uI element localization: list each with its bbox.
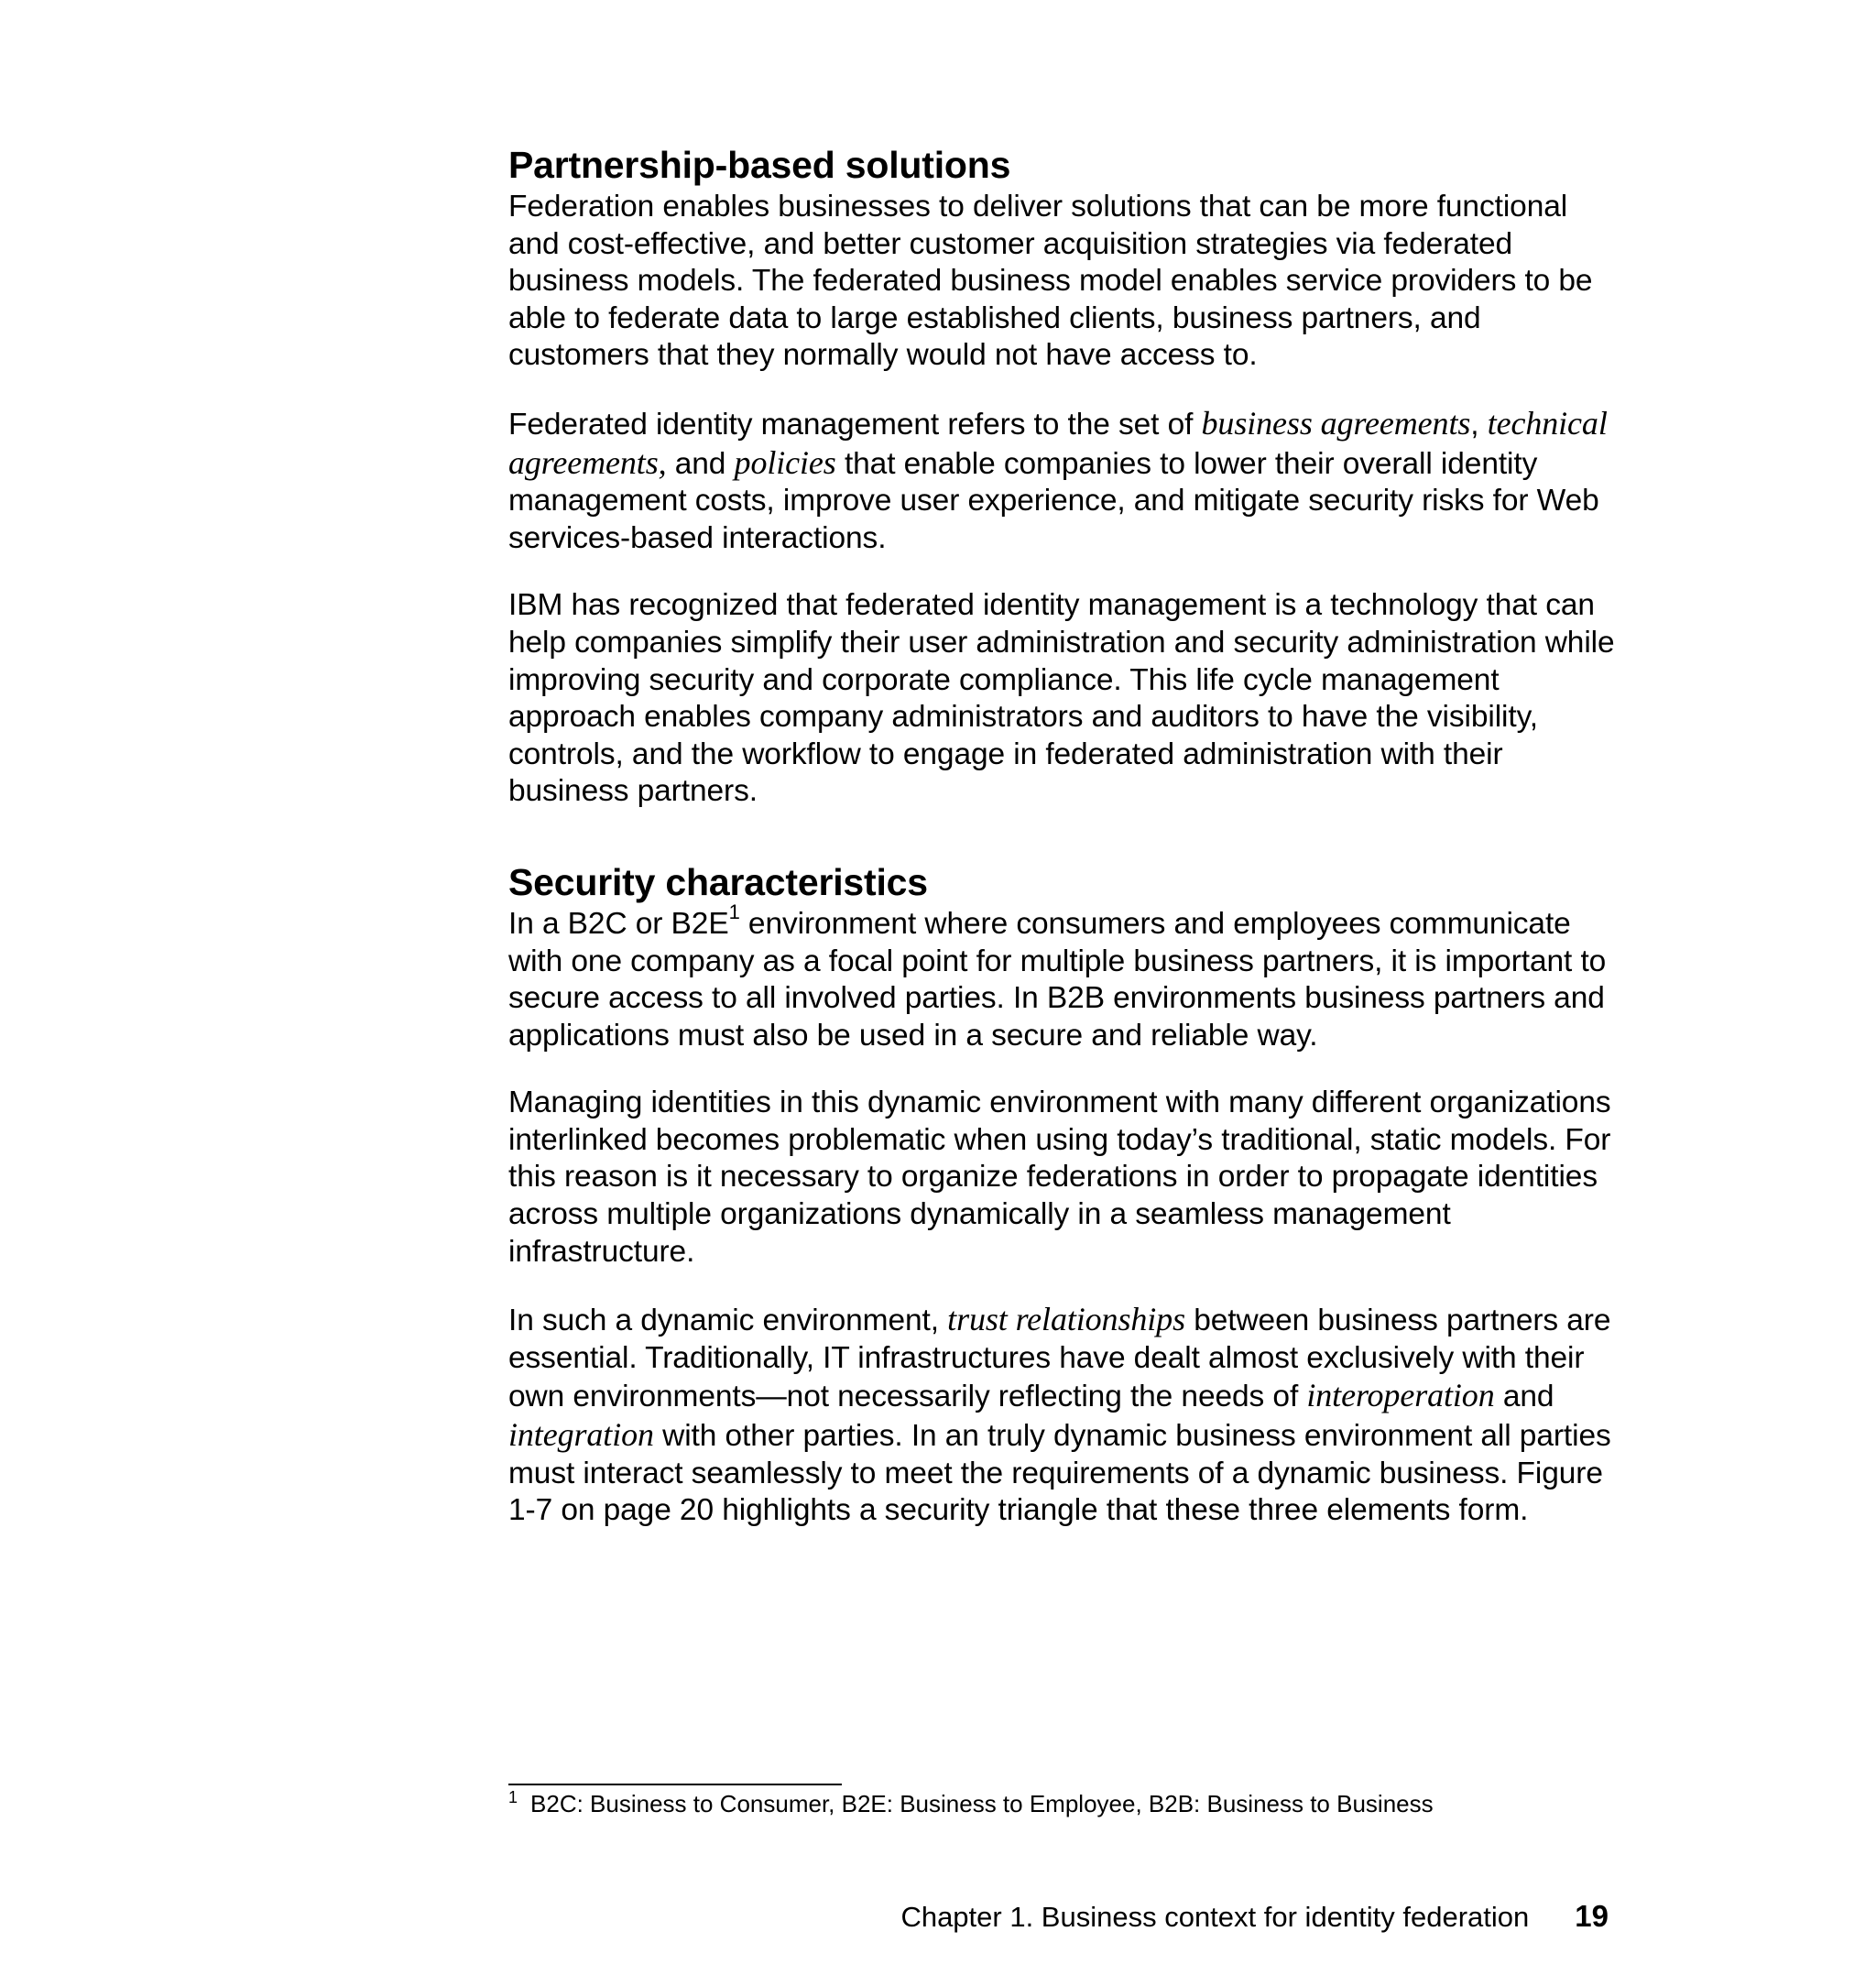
text-run: In a B2C or B2E bbox=[508, 906, 729, 941]
footnote-text: B2C: Business to Consumer, B2E: Business to Employee, B2B: Business to Business bbox=[530, 1790, 1434, 1817]
footnote bbox=[508, 1788, 1434, 1822]
section-spacer bbox=[508, 841, 1617, 860]
paragraph-federated-identity-definition bbox=[508, 405, 1617, 557]
footnote-reference[interactable]: 1 bbox=[728, 900, 740, 923]
paragraph-managing-identities: Managing identities in this dynamic environment with many different organizations interlinked becomes problematic when using today’s traditional, static models. For this reason is it necessary to organize federations in order to propagate identities across multiple organizations dynamically in a seamless management infrastructure. bbox=[508, 1086, 1611, 1269]
text-run: In such a dynamic environment, bbox=[508, 1304, 948, 1338]
page-number: 19 bbox=[1575, 1899, 1609, 1933]
text-run: and bbox=[666, 446, 735, 481]
paragraph-ibm-recognition: IBM has recognized that federated identity management is a technology that can help companies simplify their user administration and security administration while improving security and corporate compliance. This life cycle management approach enables company administrators and auditors to have the visibility, controls, and the workflow to engage in federated administration with their business partners. bbox=[508, 588, 1615, 809]
text-run: , bbox=[1470, 407, 1488, 442]
emphasis-policies: policies bbox=[734, 443, 836, 481]
emphasis-interoperation: interoperation bbox=[1306, 1377, 1495, 1414]
section-heading-security: Security characteristics bbox=[508, 860, 928, 903]
emphasis-trust-relationships: trust relationships bbox=[947, 1301, 1185, 1338]
emphasis-business-agreements: business agreements bbox=[1201, 404, 1471, 442]
text-run: with other parties. In an truly dynamic business environment all parties must interact seamlessly to meet the requirements of a dynamic business. Figure 1-7 on page 20 highlights a security triangle that these three elements form. bbox=[508, 1419, 1611, 1528]
section-heading-partnership: Partnership-based solutions bbox=[508, 144, 1011, 186]
text-run: between business partners are essential. Traditionally, IT infrastructures have dealt almost exclusively with their own environments—not necessarily reflecting the needs of bbox=[508, 1304, 1611, 1414]
running-footer bbox=[900, 1898, 1609, 1936]
emphasis-integration: integration bbox=[508, 1416, 654, 1454]
emphasis-technical-agreements: technical agreements, bbox=[508, 404, 1608, 481]
text-run: that enable companies to lower their overall identity management costs, improve user experience, and mitigate security risks for Web services-based interactions. bbox=[508, 446, 1599, 555]
footnote-mark: 1 bbox=[508, 1788, 518, 1806]
text-run: environment where consumers and employees communicate with one company as a focal point for multiple business partners, it is important to secure access to all involved parties. In B2B environments business partners and applications must also be used in a secure and reliable way. bbox=[508, 906, 1607, 1053]
main-content bbox=[508, 143, 1617, 1560]
footer-chapter-title: Chapter 1. Business context for identity federation bbox=[900, 1901, 1530, 1933]
footnote-separator bbox=[508, 1784, 842, 1785]
paragraph-federation-benefits: Federation enables businesses to deliver solutions that can be more functional and cost-effective, and better customer acquisition strategies via federated business models. The federated business model enables service providers to be able to federate data to large established clients, business partners, and customers that they normally would not have access to. bbox=[508, 190, 1593, 373]
text-run: and bbox=[1494, 1380, 1554, 1414]
paragraph-b2c-b2e-environment bbox=[508, 900, 1617, 1054]
text-run: Federated identity management refers to the set of bbox=[508, 407, 1202, 442]
paragraph-trust-relationships bbox=[508, 1301, 1617, 1530]
